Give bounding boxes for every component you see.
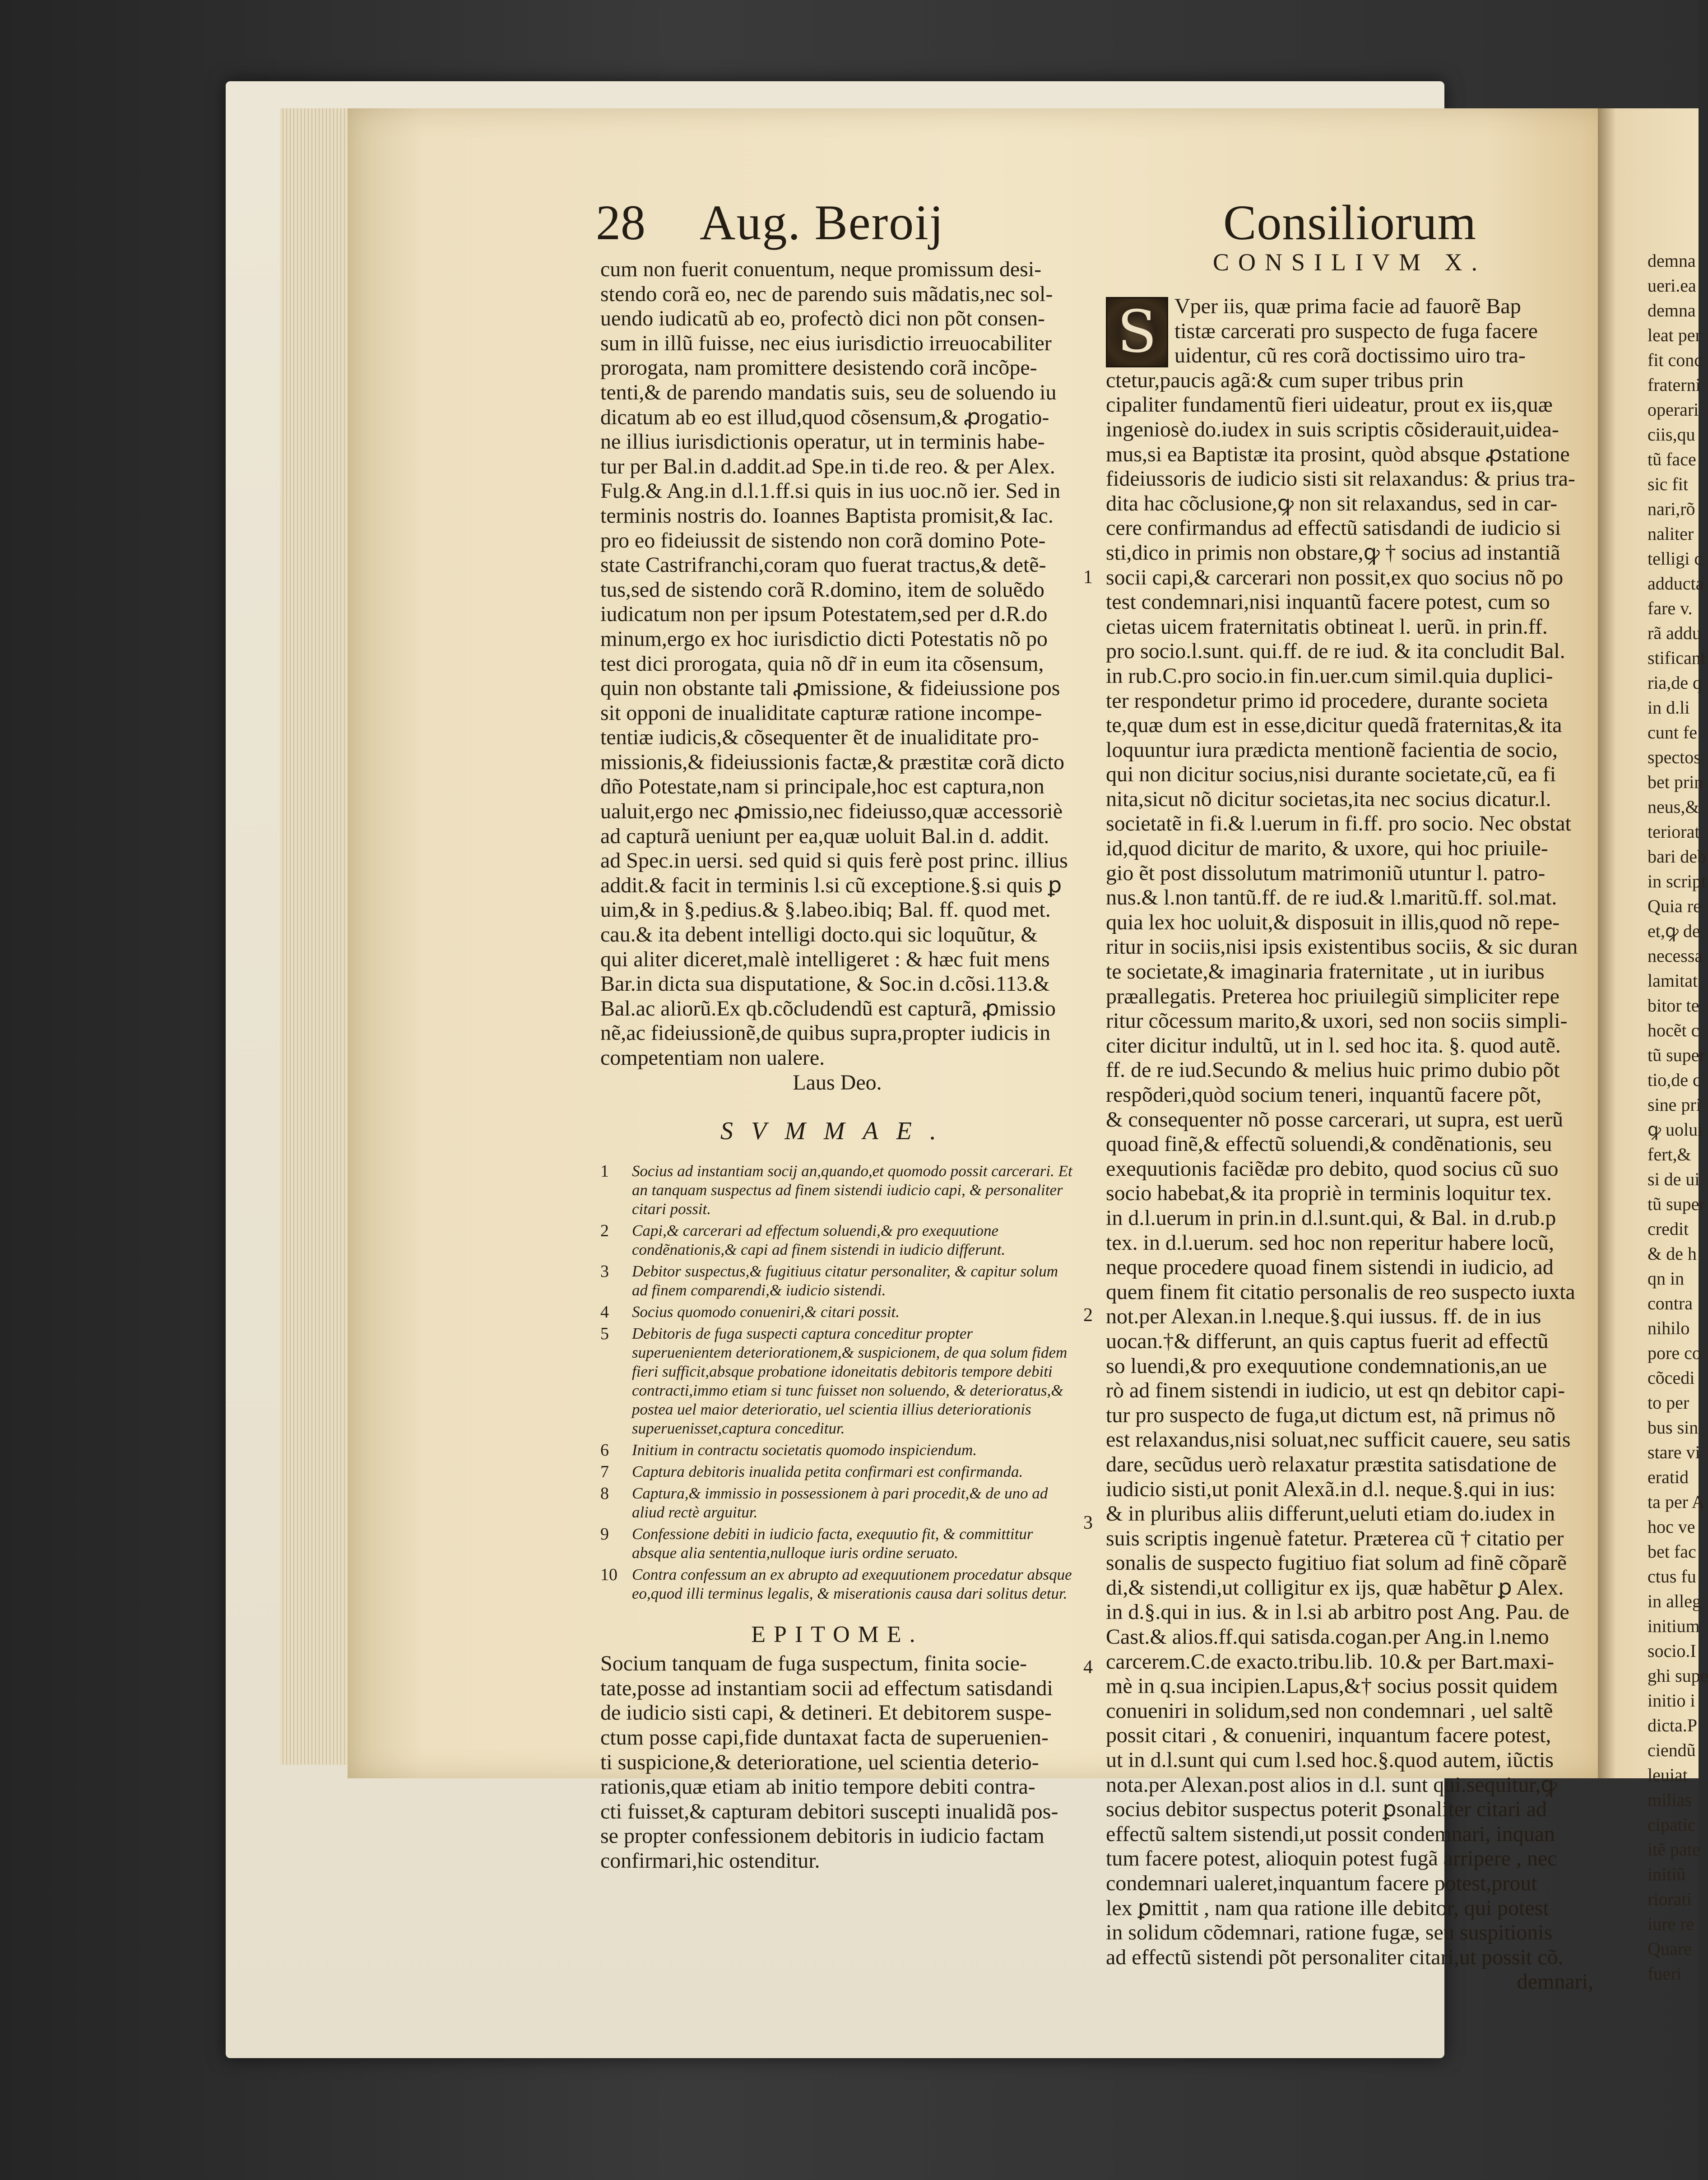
text-line: socius debitor suspectus poterit ꝑsonaliter citari ad bbox=[1106, 1797, 1547, 1822]
facing-page-fragment: sic fit bbox=[1648, 474, 1688, 494]
text-line: te societate,& imaginaria fraternitate , ut in iuribus bbox=[1106, 960, 1545, 984]
text-line: cipaliter fundamentũ fieri uideatur, prout ex iis,quæ bbox=[1106, 393, 1553, 417]
facing-page-fragment: et,ꝙ de bbox=[1648, 921, 1700, 941]
text-line: cietas uicem fraternitatis obtineat l. uerũ. in prin.ff. bbox=[1106, 614, 1548, 639]
summary-item-text: Socius ad instantiam socij an,quando,et quomodo possit carcerari. Et an tanquam suspectus ad finem sistendi iudicio capi, & personaliter citari possit. bbox=[632, 1162, 1072, 1218]
text-line: quin non obstante tali ꝓmissione, & fideiussione pos bbox=[600, 676, 1060, 700]
text-line: societatẽ in fi.& l.uerum in fi.ff. pro socio. Nec obstat bbox=[1106, 812, 1571, 836]
facing-page-fragment: stificant bbox=[1648, 648, 1706, 668]
summary-item bbox=[600, 1525, 1074, 1563]
page-number: 28 bbox=[596, 195, 645, 250]
text-line: pro eo fideiussit de sistendo non corã domino Pote- bbox=[600, 528, 1046, 552]
facing-page-fragment: bus sin bbox=[1648, 1417, 1699, 1438]
facing-page-fragment: hoc ve bbox=[1648, 1517, 1695, 1537]
text-line: te,quæ dum est in esse,dicitur quedã fraternitas,& ita bbox=[1106, 713, 1562, 737]
summary-item-number: 2 bbox=[600, 1221, 609, 1241]
facing-page-fragment: sine pri bbox=[1648, 1095, 1701, 1115]
summary-item-text: Debitoris de fuga suspecti captura conceditur propter superuenientem deteriorationem,& suspicionem, de qua solum fidem fieri sufficit,absque probatione idoneitatis debitoris tempore debiti contracti,immo etiam si tunc fuisset non soluendo, & deterioratus,& postea uel maior deterioratio, uel scientia illius deteriorationis superuenisset,captura conceditur. bbox=[632, 1325, 1068, 1438]
text-line: in solidum cõdemnari, ratione fugæ, seu suspitionis bbox=[1106, 1920, 1553, 1945]
text-line: ti suspicione,& deterioratione, uel scientia deterio- bbox=[600, 1750, 1039, 1774]
text-line: prorogata, nam promittere desistendo corã incõpe- bbox=[600, 356, 1037, 380]
consilium-heading: CONSILIVM X. bbox=[1212, 249, 1486, 276]
text-line: qui non dicitur socius,nisi durante societate,cũ, ea fi bbox=[1106, 762, 1556, 787]
text-line: uendo iudicatũ ab eo, profectò dici non põt consen- bbox=[600, 306, 1045, 331]
text-line: dare, secũdus uerò relaxatur præstita satisdatione de bbox=[1106, 1452, 1557, 1476]
text-line: & consequenter nõ posse carcerari, ut supra, est uerũ bbox=[1106, 1107, 1563, 1132]
text-line: ctum posse capi,fide duntaxat facta de superuenien- bbox=[600, 1725, 1049, 1749]
text-line: effectũ saltem sistendi,ut possit condemnari, inquan bbox=[1106, 1822, 1555, 1846]
margin-number: 1 bbox=[1083, 567, 1093, 588]
summary-item-text: Debitor suspectus,& fugitiuus citatur personaliter, & capitur solum ad finem comparendi,& iudicio sistendi. bbox=[632, 1262, 1058, 1299]
facing-page-fragment: demna bbox=[1648, 300, 1696, 320]
text-line: Vper iis, quæ prima facie ad fauorẽ Bap bbox=[1174, 294, 1521, 318]
text-line: socio habebat,& ita propriè in terminis loquitur tex. bbox=[1106, 1181, 1552, 1206]
summary-item-text: Initium in contractu societatis quomodo inspiciendum. bbox=[632, 1441, 977, 1459]
running-head-author: Aug. Beroij bbox=[700, 195, 944, 250]
text-line: possit citari , & conueniri, inquantum facere potest, bbox=[1106, 1723, 1551, 1748]
facing-page-fragment: rã addu bbox=[1648, 623, 1701, 643]
facing-page-fragment: to per bbox=[1648, 1392, 1689, 1413]
summae-list bbox=[600, 1162, 1074, 1603]
text-line: est relaxandus,nisi soluat,nec sufficit cauere, seu satis bbox=[1106, 1428, 1571, 1452]
text-line: test condemnari,nisi inquantũ facere potest, cum so bbox=[1106, 590, 1550, 614]
text-line: exequutionis faciẽdæ pro debito, quod socius cũ suo bbox=[1106, 1156, 1559, 1181]
text-line: uocan.†& differunt, an quis captus fuerit ad effectũ bbox=[1106, 1329, 1549, 1353]
text-line: lex ꝑmittit , nam qua ratione ille debitor, qui potest bbox=[1106, 1896, 1549, 1920]
summary-item-number: 6 bbox=[600, 1441, 609, 1460]
text-line: ingeniosè do.iudex in suis scriptis cõsiderauit,uidea- bbox=[1106, 417, 1559, 441]
text-line: uidentur, cũ res corã doctissimo uiro tra- bbox=[1174, 343, 1526, 368]
text-line: se propter confessionem debitoris in iudicio factam bbox=[600, 1824, 1044, 1848]
summary-item-text: Captura debitoris inualida petita confirmari est confirmanda. bbox=[632, 1463, 1023, 1481]
text-line: cti fuisset,& capturam debitori suscepti inualidã pos- bbox=[600, 1799, 1058, 1823]
text-line: carcerem.C.de exacto.tribu.lib. 10.& per Bart.maxi- bbox=[1106, 1649, 1554, 1674]
facing-page-fragment: pore co bbox=[1648, 1343, 1701, 1363]
summary-item-number: 4 bbox=[600, 1303, 609, 1322]
facing-page-fragment: operari bbox=[1648, 399, 1699, 420]
text-line: test dici prorogata, quia nõ dr̃ in eum ita cõsensum, bbox=[600, 651, 1044, 676]
summary-item bbox=[600, 1221, 1074, 1259]
text-line: cum non fuerit conuentum, neque promissum desi- bbox=[600, 257, 1042, 281]
facing-page-fragment: tũ face bbox=[1648, 449, 1696, 469]
text-line: mè in q.sua incipien.Lapus,&† socius possit quidem bbox=[1106, 1674, 1558, 1698]
summary-item bbox=[600, 1162, 1074, 1219]
text-line: suis scriptis ingenuè fatetur. Præterea cũ † citatio per bbox=[1106, 1526, 1564, 1550]
facing-page-fragment: qn in bbox=[1648, 1268, 1685, 1289]
text-line: fideiussoris de iudicio sisti sit relaxandus: & prius tra- bbox=[1106, 467, 1575, 491]
facing-page-fragment: leuiat bbox=[1648, 1765, 1688, 1785]
text-line: nẽ,ac fideiussionẽ,de quibus supra,propter iudicis in bbox=[600, 1021, 1051, 1045]
text-line: not.per Alexan.in l.neque.§.qui iussus. ff. de in ius bbox=[1106, 1304, 1541, 1329]
facing-page-text-fragments bbox=[1598, 108, 1708, 1986]
text-line: ualuit,ergo nec ꝓmissio,nec fideiusso,quæ accessoriè bbox=[600, 799, 1063, 824]
epitome-heading: EPITOME. bbox=[751, 1622, 924, 1648]
text-line: de iudicio sisti capi, & detineri. Et debitorem suspe- bbox=[600, 1701, 1052, 1725]
facing-page-fragment: Quia re bbox=[1648, 896, 1701, 916]
text-line: iudicatum non per ipsum Potestatem,sed per d.R.do bbox=[600, 602, 1048, 626]
facing-page-fragment: tũ super bbox=[1648, 1045, 1705, 1065]
facing-page-fragment: ghi supe bbox=[1648, 1665, 1708, 1686]
facing-page-fragment: demna bbox=[1648, 250, 1696, 271]
text-line: nota.per Alexan.post alios in d.l. sunt qui.sequitur,ꝙ bbox=[1106, 1772, 1557, 1797]
text-line: ne illius iurisdictionis operatur, ut in terminis habe- bbox=[600, 430, 1045, 454]
text-line: quia lex hoc uoluit,& disposuit in illis,quod nõ repe- bbox=[1106, 910, 1560, 934]
facing-page-fragment: socio.I bbox=[1648, 1641, 1696, 1661]
catchword: demnari, bbox=[1517, 1970, 1593, 1994]
text-line: tur per Bal.in d.addit.ad Spe.in ti.de reo. & per Alex. bbox=[600, 454, 1055, 478]
facing-page-fragment: eratid bbox=[1648, 1467, 1689, 1487]
summary-item-text: Capi,& carcerari ad effectum soluendi,& pro exequutione condẽnationis,& capi ad finem sistendi in iudicio differunt. bbox=[632, 1222, 1006, 1259]
text-line: ad effectũ sistendi põt personaliter citari,ut possit cõ. bbox=[1106, 1945, 1564, 1969]
margin-number: 3 bbox=[1083, 1512, 1093, 1533]
text-line: dicatum ab eo est illud,quod cõsensum,& ꝓrogatio- bbox=[600, 405, 1049, 429]
facing-page-fragment: cõcedi bbox=[1648, 1368, 1695, 1388]
text-line: præallegatis. Preterea hoc priuilegiũ simpliciter repe bbox=[1106, 984, 1559, 1008]
text-line: ad Spec.in uersi. sed quid si quis ferè post princ. illius bbox=[600, 849, 1068, 873]
summary-item-number: 9 bbox=[600, 1525, 609, 1544]
text-line: id,quod dicitur de marito, & uxore, qui hoc priuile- bbox=[1106, 836, 1548, 861]
facing-page-fragment: leat per bbox=[1648, 325, 1701, 345]
text-line: condemnari ualeret,inquantum facere potest,prout bbox=[1106, 1871, 1537, 1895]
facing-page-fragment: bet fac bbox=[1648, 1541, 1696, 1562]
text-line: tenti,& de parendo mandatis suis, seu de soluendo iu bbox=[600, 380, 1057, 404]
text-line: ad capturã ueniunt per ea,quæ uoluit Bal.in d. addit. bbox=[600, 824, 1049, 848]
facing-page-fragment: in d.li bbox=[1648, 697, 1690, 718]
summary-item-text: Socius quomodo conueniri,& citari possit. bbox=[632, 1303, 900, 1321]
facing-page-edge bbox=[1598, 108, 1708, 1984]
summae-heading: SVMMAE. bbox=[720, 1117, 954, 1146]
facing-page-fragment: cipatic bbox=[1648, 1814, 1696, 1835]
facing-page-fragment: Quare bbox=[1648, 1939, 1692, 1959]
text-line: ctetur,paucis agã:& cum super tribus prin bbox=[1106, 368, 1464, 392]
text-line: ritur in sociis,nisi ipsis existentibus sociis, & sic duran bbox=[1106, 935, 1578, 959]
facing-page-fragment: fraterni bbox=[1648, 375, 1701, 395]
facing-page-fragment: contra bbox=[1648, 1293, 1693, 1313]
text-line: nus.& l.non tantũ.ff. de re iud.& l.maritũ.ff. sol.mat. bbox=[1106, 886, 1557, 910]
facing-page-fragment: bet prin bbox=[1648, 772, 1703, 792]
text-line: terminis nostris do. Ioannes Baptista promisit,& Iac. bbox=[600, 503, 1054, 528]
text-line: missionis,& fideiussionis factæ,& præstitæ corã dicto bbox=[600, 750, 1064, 774]
text-line: mus,si ea Baptistæ ita prosint, quòd absque ꝓstatione bbox=[1106, 442, 1570, 466]
facing-page-fragment: adducta bbox=[1648, 573, 1704, 594]
summary-item-number: 8 bbox=[600, 1484, 609, 1503]
facing-page-fragment: bitor te bbox=[1648, 995, 1699, 1016]
facing-page-fragment: initio i bbox=[1648, 1690, 1695, 1711]
text-line: sonalis de suspecto fugitiuo fiat solum ad finẽ cõparẽ bbox=[1106, 1551, 1567, 1575]
margin-number: 2 bbox=[1083, 1305, 1093, 1326]
text-line: cere confirmandus ad effectũ satisdandi de iudicio si bbox=[1106, 516, 1561, 540]
text-line: ter respondetur primo id procedere, durante societa bbox=[1106, 688, 1548, 713]
facing-page-fragment: lamitat bbox=[1648, 970, 1698, 991]
facing-page-fragment: in script bbox=[1648, 871, 1706, 891]
text-line: sum in illũ fuisse, nec eius iurisdictio irreuocabiliter bbox=[600, 331, 1052, 355]
text-line: Bar.in dicta sua disputatione, & Soc.in d.cõsi.113.& bbox=[600, 972, 1050, 996]
facing-page-fragment: fueri bbox=[1648, 1963, 1682, 1984]
summary-item bbox=[600, 1462, 1074, 1481]
facing-page-fragment: iure re bbox=[1648, 1914, 1694, 1934]
facing-page-fragment: ueri.ea bbox=[1648, 275, 1696, 296]
text-line: sti,dico in primis non obstare,ꝙ † socius ad instantiã bbox=[1106, 540, 1560, 565]
text-line: rationis,quæ etiam ab initio tempore debiti contra- bbox=[600, 1775, 1035, 1799]
page-header bbox=[596, 194, 1477, 257]
text-line: rò ad finem sistendi in iudicio, ut est qn debitor capi- bbox=[1106, 1378, 1565, 1403]
facing-page-fragment: ꝙ uolui bbox=[1648, 1119, 1703, 1140]
facing-page-fragment: initium bbox=[1648, 1616, 1700, 1636]
facing-page-fragment: initiũ bbox=[1648, 1864, 1686, 1884]
text-line: in d.l.uerum in prin.in d.l.sunt.qui, & Bal. in d.rub.p bbox=[1106, 1206, 1556, 1230]
text-line: respõderi,quòd socium teneri, inquantũ facere põt, bbox=[1106, 1083, 1542, 1107]
summary-item-number: 5 bbox=[600, 1324, 609, 1344]
text-line: conueniri in solidum,sed non condemnari , uel saltẽ bbox=[1106, 1698, 1553, 1723]
text-line: citer dicitur indultũ, ut in l. sed hoc ita. §. quod autẽ. bbox=[1106, 1033, 1561, 1058]
text-line: dño Potestate,nam si principale,hoc est captura,non bbox=[600, 775, 1044, 799]
facing-page-fragment: ria,de q bbox=[1648, 673, 1702, 693]
text-line: qui aliter diceret,malè intelligeret : & hæc fuit mens bbox=[600, 947, 1050, 971]
facing-page-fragment: tio,de c bbox=[1648, 1070, 1701, 1090]
text-line: quoad finẽ,& effectũ soluendi,& condẽnationis, seu bbox=[1106, 1132, 1552, 1156]
summary-item-text: Captura,& immissio in possessionem à pari procedit,& de uno ad aliud rectè arguitur. bbox=[632, 1484, 1048, 1521]
facing-page-fragment: nihilo bbox=[1648, 1318, 1690, 1338]
text-line: dita hac cõclusione,ꝙ non sit relaxandus, sed in car- bbox=[1106, 491, 1558, 515]
text-line: tex. in d.l.uerum. sed hoc non reperitur habere locũ, bbox=[1106, 1230, 1554, 1255]
summary-item bbox=[600, 1441, 1074, 1460]
text-line: tate,posse ad instantiam socii ad effectum satisdandi bbox=[600, 1676, 1053, 1700]
summary-item-number: 7 bbox=[600, 1462, 609, 1482]
text-line: in d.§.qui in ius. & in l.si ab arbitro post Ang. Pau. de bbox=[1106, 1600, 1569, 1624]
facing-page-fragment: naliter bbox=[1648, 524, 1694, 544]
stacked-page-edges bbox=[280, 108, 354, 1765]
facing-page-fragment: fit conc bbox=[1648, 350, 1703, 370]
facing-page-fragment: fare v. bbox=[1648, 598, 1693, 618]
facing-page-fragment: nari,rõ bbox=[1648, 499, 1695, 519]
margin-number: 4 bbox=[1083, 1657, 1093, 1678]
text-line: ut in d.l.sunt qui cum l.sed hoc.§.quod autem, iũctis bbox=[1106, 1748, 1554, 1772]
text-line: neque procedere quoad finem sistendi in iudicio, ad bbox=[1106, 1255, 1554, 1280]
summary-item-text: Confessione debiti in iudicio facta, exequutio fit, & committitur absque alia sententia,nulloque iuris ordine seruato. bbox=[632, 1525, 1033, 1562]
text-line: gio ẽt post dissolutum matrimoniũ utuntur l. patro- bbox=[1106, 861, 1546, 885]
text-line: sit opponi de inualiditate capturæ ratione incompe- bbox=[600, 700, 1042, 725]
facing-page-fragment: stare vi bbox=[1648, 1442, 1700, 1462]
summary-item-number: 10 bbox=[600, 1565, 617, 1585]
text-line: tum facere potest, alioquin potest fugã arripere , nec bbox=[1106, 1846, 1557, 1871]
facing-page-fragment: & de h bbox=[1648, 1243, 1697, 1264]
facing-page-fragment: fert,& bbox=[1648, 1144, 1691, 1164]
text-line: loquuntur iura prædicta mentionẽ facientia de socio, bbox=[1106, 737, 1558, 762]
facing-page-fragment: necessa bbox=[1648, 946, 1703, 966]
running-head-title: Consiliorum bbox=[1223, 195, 1477, 250]
summary-item bbox=[600, 1262, 1074, 1300]
epitome-body bbox=[600, 1651, 1074, 1873]
facing-page-fragment: in alleg bbox=[1648, 1591, 1701, 1611]
decorated-initial-letter: S bbox=[1117, 298, 1157, 366]
summary-item bbox=[600, 1565, 1074, 1603]
facing-page-fragment: riorati bbox=[1648, 1889, 1692, 1909]
text-line: stendo corã eo, nec de parendo suis mãdatis,nec sol- bbox=[600, 282, 1053, 306]
left-column-body bbox=[600, 257, 1074, 1071]
facing-page-fragment: spectos bbox=[1648, 747, 1701, 767]
text-line: state Castrifranchi,coram quo fuerat tractus,& detẽ- bbox=[600, 553, 1046, 577]
text-line: ff. de re iud.Secundo & melius huic primo dubio põt bbox=[1106, 1058, 1560, 1082]
text-line: so luendi,& pro exequutione condemnationis,an ue bbox=[1106, 1354, 1547, 1378]
text-line: pro socio.l.sunt. qui.ff. de re iud. & ita concludit Bal. bbox=[1106, 639, 1565, 663]
text-line: tus,sed de sistendo corã R.domino, item de soluẽdo bbox=[600, 577, 1044, 602]
text-line: quem finem fit citatio personalis de reo suspecto iuxta bbox=[1106, 1280, 1575, 1304]
summary-item bbox=[600, 1303, 1074, 1322]
facing-page-fragment: ctus fu bbox=[1648, 1566, 1696, 1586]
facing-page-fragment: tũ super bbox=[1648, 1194, 1705, 1214]
text-line: tur pro suspecto de fuga,ut dictum est, nã primus nõ bbox=[1106, 1403, 1555, 1427]
text-line: Fulg.& Ang.in d.l.1.ff.si quis in ius uoc.nõ ier. Sed in bbox=[600, 479, 1061, 503]
text-line: di,& sistendi,ut colligitur ex ijs, quæ habẽtur ꝑ Alex. bbox=[1106, 1575, 1564, 1600]
text-line: & in pluribus aliis differunt,ueluti etiam do.iudex in bbox=[1106, 1502, 1555, 1526]
decorated-initial bbox=[1106, 297, 1168, 367]
text-line: iudicio sisti,ut ponit Alexã.in d.l. neque.§.qui in ius: bbox=[1106, 1477, 1555, 1501]
facing-page-fragment: neus,& bbox=[1648, 797, 1699, 817]
left-text-column bbox=[600, 257, 1074, 1874]
facing-page-fragment: bari deb bbox=[1648, 846, 1706, 867]
facing-page-fragment: hocẽt c bbox=[1648, 1020, 1699, 1040]
text-line: minum,ergo ex hoc iurisdictio dicti Potestatis nõ po bbox=[600, 626, 1048, 651]
right-text-column bbox=[1106, 248, 1593, 1994]
text-line: Cast.& alios.ff.qui satisda.cogan.per Ang.in l.nemo bbox=[1106, 1625, 1549, 1649]
summary-item bbox=[600, 1324, 1074, 1438]
facing-page-fragment: teriorat bbox=[1648, 821, 1700, 842]
text-line: socii capi,& carcerari non possit,ex quo socius nõ po bbox=[1106, 565, 1564, 589]
text-line: competentiam non ualere. bbox=[600, 1046, 825, 1070]
facing-page-fragment: ciendũ bbox=[1648, 1740, 1696, 1760]
text-line: nita,sicut nõ dicitur societas,ita nec socius dicatur.l. bbox=[1106, 787, 1551, 811]
closing-formula: Laus Deo. bbox=[793, 1070, 882, 1095]
text-line: in rub.C.pro socio.in fin.uer.cum simil.quia duplici- bbox=[1106, 663, 1553, 688]
facing-page-fragment: cunt fe bbox=[1648, 722, 1697, 742]
text-line: tentiæ iudicis,& cõsequenter ẽt de inualiditate pro- bbox=[600, 725, 1039, 750]
text-line: confirmari,hic ostenditur. bbox=[600, 1848, 820, 1873]
text-line: cau.& ita debent intelligi docto.qui sic loquũtur, & bbox=[600, 923, 1038, 947]
summary-item bbox=[600, 1484, 1074, 1522]
facing-page-fragment: milias bbox=[1648, 1790, 1692, 1810]
facing-page-fragment: telligi c bbox=[1648, 548, 1703, 569]
facing-page-fragment: dicta.P bbox=[1648, 1715, 1697, 1735]
text-line: uim,& in §.pedius.& §.labeo.ibiq; Bal. ff. quod met. bbox=[600, 898, 1051, 922]
facing-page-fragment: si de ui bbox=[1648, 1169, 1700, 1189]
facing-page-fragment: ciis,qu bbox=[1648, 424, 1695, 445]
facing-page-fragment: credit bbox=[1648, 1219, 1689, 1239]
text-line: Socium tanquam de fuga suspectum, finita socie- bbox=[600, 1651, 1027, 1676]
text-line: ritur cõcessum marito,& uxori, sed non sociis simpli- bbox=[1106, 1009, 1568, 1033]
summary-item-number: 3 bbox=[600, 1262, 609, 1281]
text-line: addit.& facit in terminis l.si cũ exceptione.§.si quis ꝑ bbox=[600, 873, 1062, 897]
summary-item-text: Contra confessum an ex abrupto ad exequutionem procedatur absque eo,quod illi terminus legalis, & miserationis causa dari solitus detur. bbox=[632, 1566, 1072, 1603]
facing-page-fragment: ta per A bbox=[1648, 1492, 1705, 1512]
facing-page-fragment: itẽ pate bbox=[1648, 1839, 1700, 1860]
consilium-body bbox=[1106, 294, 1593, 1970]
text-line: Bal.ac aliorũ.Ex qb.cõcludendũ est capturã, ꝓmissio bbox=[600, 996, 1056, 1020]
text-line: tistæ carcerati pro suspecto de fuga facere bbox=[1174, 319, 1538, 343]
summary-item-number: 1 bbox=[600, 1162, 609, 1181]
